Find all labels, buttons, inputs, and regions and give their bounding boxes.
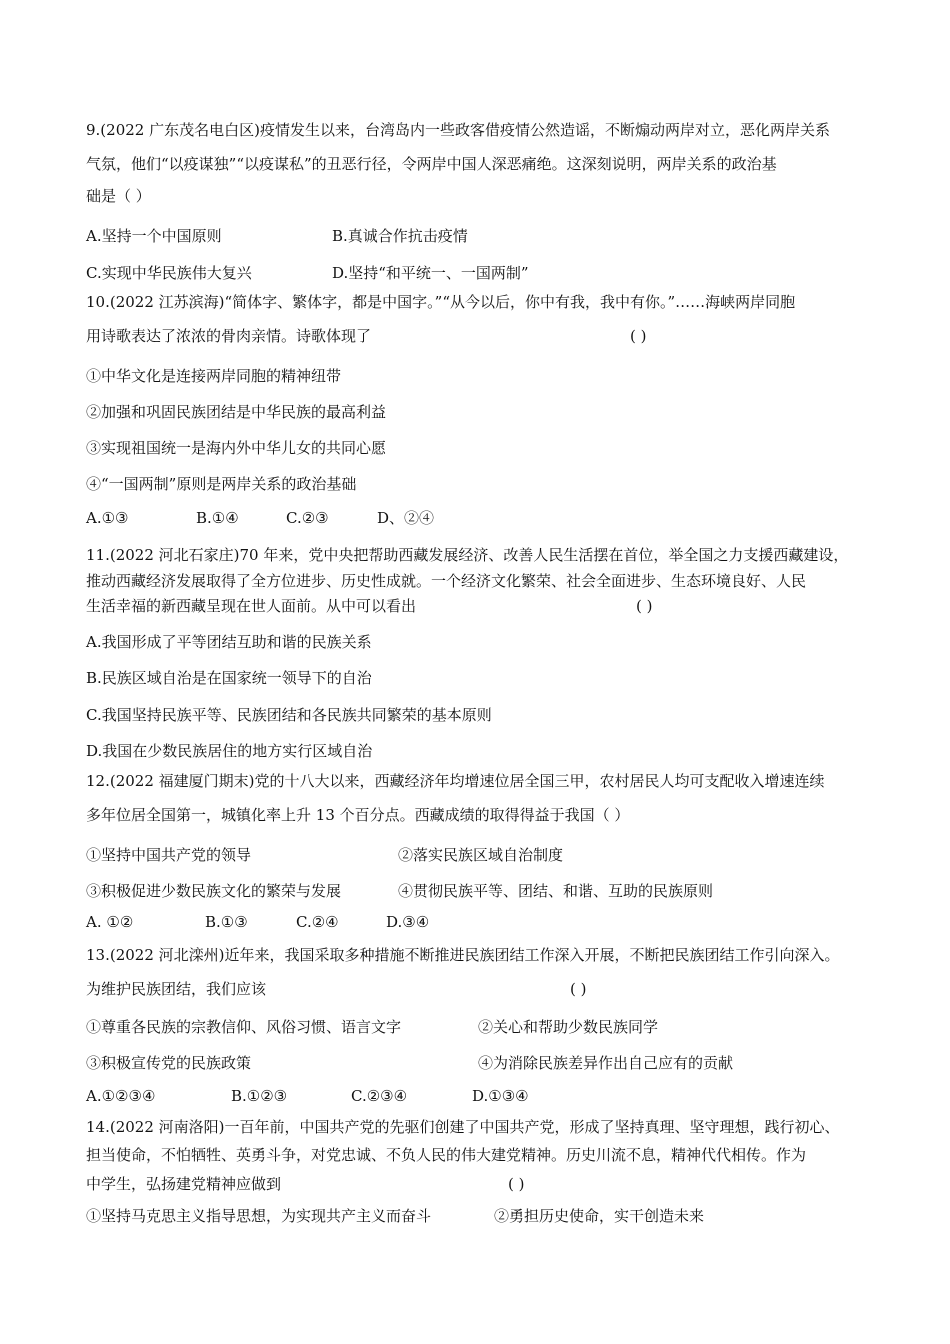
q11-stem-line-3: 生活幸福的新西藏呈现在世人面前。从中可以看出 [86,597,417,615]
q11-stem-line-2: 推动西藏经济发展取得了全方位进步、历史性成就。一个经济文化繁荣、社会全面进步、生态环境良好、人民 [86,572,807,590]
q13-statement-4: ④为消除民族差异作出自己应有的贡献 [478,1054,734,1072]
q12-statement-2: ②落实民族区域自治制度 [398,846,564,864]
q9-stem-line-2: 气氛，他们“以疫谋独”“以疫谋私”的丑恶行径，令两岸中国人深恶痛绝。这深刻说明，两岸关系的政治基 [86,155,777,173]
q10-statement-3: ③实现祖国统一是海内外中华儿女的共同心愿 [86,439,387,457]
q13-statement-3: ③积极宣传党的民族政策 [86,1054,252,1072]
q10-answer-paren: ( ) [630,327,647,345]
q13-option-a: A.①②③④ [86,1087,156,1105]
q14-stem-line-2: 担当使命，不怕牺牲、英勇斗争，对党忠诚、不负人民的伟大建党精神。历史川流不息，精神代代相传。作为 [86,1146,807,1164]
q11-option-c: C.我国坚持民族平等、民族团结和各民族共同繁荣的基本原则 [86,706,492,724]
q9-stem-line-1: 9.(2022 广东茂名电白区)疫情发生以来，台湾岛内一些政客借疫情公然造谣，不断煽动两岸对立，恶化两岸关系 [86,121,830,139]
q10-stem-line-1: 10.(2022 江苏滨海)“简体字、繁体字，都是中国字。”“从今以后，你中有我，我中有你。”……海峡两岸同胞 [86,293,796,311]
q12-statement-1: ①坚持中国共产党的领导 [86,846,252,864]
q13-stem-line-1: 13.(2022 河北滦州)近年来，我国采取多种措施不断推进民族团结工作深入开展，不断把民族团结工作引向深入。 [86,946,840,964]
q10-statement-2: ②加强和巩固民族团结是中华民族的最高利益 [86,403,387,421]
q14-answer-paren: ( ) [508,1175,525,1193]
q13-option-b: B.①②③ [231,1087,288,1105]
q14-statement-1: ①坚持马克思主义指导思想，为实现共产主义而奋斗 [86,1207,432,1225]
q11-stem-line-1: 11.(2022 河北石家庄)70 年来，党中央把帮助西藏发展经济、改善人民生活摆在首位，举全国之力支援西藏建设， [86,546,849,564]
q9-option-c: C.实现中华民族伟大复兴 [86,264,252,282]
q13-statement-1: ①尊重各民族的宗教信仰、风俗习惯、语言文字 [86,1018,402,1036]
q13-option-d: D.①③④ [472,1087,529,1105]
q13-statement-2: ②关心和帮助少数民族同学 [478,1018,659,1036]
q10-statement-1: ①中华文化是连接两岸同胞的精神纽带 [86,367,342,385]
q12-option-c: C.②④ [296,913,339,931]
q12-statement-3: ③积极促进少数民族文化的繁荣与发展 [86,882,342,900]
q9-option-a: A.坚持一个中国原则 [86,227,222,245]
q12-option-d: D.③④ [386,913,430,931]
q13-answer-paren: ( ) [570,980,587,998]
q9-stem-line-3: 础是（ ） [86,187,151,205]
q10-option-d: D、②④ [377,509,435,527]
q13-stem-line-2: 为维护民族团结，我们应该 [86,980,267,998]
q11-option-b: B.民族区域自治是在国家统一领导下的自治 [86,669,372,687]
q14-stem-line-3: 中学生，弘扬建党精神应做到 [86,1175,282,1193]
q9-option-b: B.真诚合作抗击疫情 [332,227,468,245]
q10-option-c: C.②③ [286,509,329,527]
q11-answer-paren: ( ) [636,597,653,615]
q12-option-b: B.①③ [205,913,248,931]
q9-option-d: D.坚持“和平统一、一国两制” [332,264,529,282]
q10-statement-4: ④“一国两制”原则是两岸关系的政治基础 [86,475,357,493]
q11-option-a: A.我国形成了平等团结互助和谐的民族关系 [86,633,372,651]
q12-option-a: A. ①② [86,913,134,931]
q10-option-b: B.①④ [196,509,239,527]
q12-stem-line-1: 12.(2022 福建厦门期末)党的十八大以来，西藏经济年均增速位居全国三甲，农村居民人均可支配收入增速连续 [86,772,825,790]
q10-option-a: A.①③ [86,509,129,527]
q10-stem-line-2: 用诗歌表达了浓浓的骨肉亲情。诗歌体现了 [86,327,372,345]
q13-option-c: C.②③④ [351,1087,408,1105]
q14-stem-line-1: 14.(2022 河南洛阳)一百年前，中国共产党的先驱们创建了中国共产党，形成了坚持真理、坚守理想，践行初心、 [86,1118,840,1136]
q14-statement-2: ②勇担历史使命，实干创造未来 [494,1207,705,1225]
q12-stem-line-2: 多年位居全国第一，城镇化率上升 13 个百分点。西藏成绩的取得得益于我国（ ） [86,806,630,824]
q11-option-d: D.我国在少数民族居住的地方实行区域自治 [86,742,373,760]
q12-statement-4: ④贯彻民族平等、团结、和谐、互助的民族原则 [398,882,714,900]
